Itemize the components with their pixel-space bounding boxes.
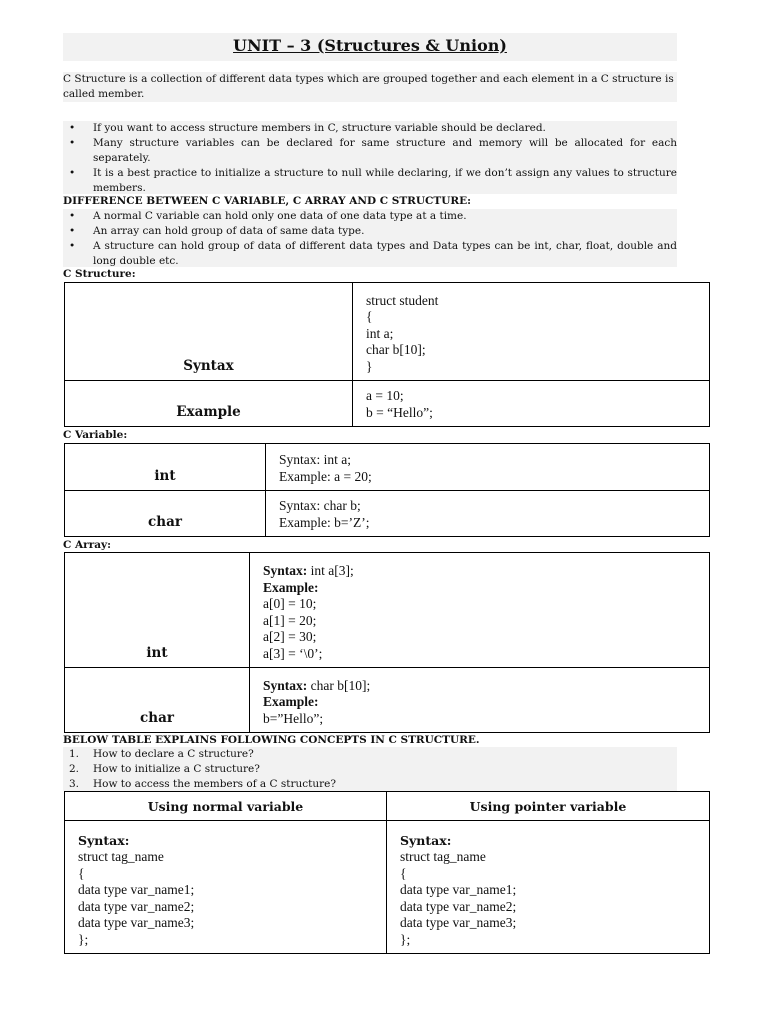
- table-row: [65, 553, 710, 668]
- difference-heading: DIFFERENCE BETWEEN C VARIABLE, C ARRAY AND C STRUCTURE:: [63, 195, 471, 207]
- structure-table: [64, 282, 710, 427]
- array-table-heading: C Array:: [63, 539, 112, 551]
- difference-list: [63, 209, 677, 267]
- concepts-heading: BELOW TABLE EXPLAINS FOLLOWING CONCEPTS IN C STRUCTURE.: [63, 734, 480, 746]
- structure-table-heading: C Structure:: [63, 268, 136, 280]
- char-label: char: [65, 668, 250, 733]
- syntax-label: Syntax: [65, 283, 353, 381]
- table-row: [65, 491, 710, 537]
- example-code: a = 10; b = “Hello”;: [353, 381, 710, 427]
- int-label: int: [65, 553, 250, 668]
- table-row: [65, 792, 710, 821]
- variable-table-heading: C Variable:: [63, 429, 128, 441]
- list-item: • A structure can hold group of data of different data types and Data types can be int, char, float, double and long double etc.: [69, 240, 677, 267]
- variable-table: [64, 443, 710, 537]
- char-code: Syntax: char b; Example: b=’Z’;: [266, 491, 710, 537]
- list-item: 3. How to access the members of a C structure?: [69, 778, 337, 790]
- table-row: [65, 668, 710, 733]
- array-table: [64, 552, 710, 733]
- list-item: • It is a best practice to initialize a structure to null while declaring, if we don’t assign any values to structure members.: [69, 167, 677, 194]
- list-item: • A normal C variable can hold only one data of one data type at a time.: [69, 210, 467, 222]
- list-item: • An array can hold group of data of same data type.: [69, 225, 365, 237]
- intro-paragraph: C Structure is a collection of different data types which are grouped together and each element in a C structure is called member.: [63, 72, 677, 102]
- list-item: • Many structure variables can be declared for same structure and memory will be allocated for each separately.: [69, 137, 677, 164]
- concepts-list: [63, 747, 677, 791]
- notes-list: [63, 121, 677, 194]
- int-code: Syntax: int a; Example: a = 20;: [266, 444, 710, 491]
- int-label: int: [65, 444, 266, 491]
- table-row: [65, 381, 710, 427]
- table-row: [65, 444, 710, 491]
- int-code: Syntax: int a[3]; Example: a[0] = 10; a[1] = 20; a[2] = 30; a[3] = ‘\0’;: [250, 553, 710, 668]
- list-item: 1. How to declare a C structure?: [69, 748, 254, 760]
- table-row: [65, 283, 710, 381]
- col-header-pointer: Using pointer variable: [387, 792, 710, 821]
- table-row: [65, 821, 710, 954]
- compare-table: [64, 791, 710, 954]
- example-label: Example: [65, 381, 353, 427]
- col-header-normal: Using normal variable: [65, 792, 387, 821]
- list-item: 2. How to initialize a C structure?: [69, 763, 260, 775]
- char-label: char: [65, 491, 266, 537]
- pointer-syntax: Syntax: struct tag_name { data type var_name1; data type var_name2; data type var_name3; };: [387, 821, 710, 954]
- normal-syntax: Syntax: struct tag_name { data type var_name1; data type var_name2; data type var_name3; };: [65, 821, 387, 954]
- list-item: • If you want to access structure members in C, structure variable should be declared.: [69, 122, 546, 134]
- char-code: Syntax: char b[10]; Example: b=”Hello”;: [250, 668, 710, 733]
- syntax-code: struct student { int a; char b[10]; }: [353, 283, 710, 381]
- page-title: UNIT – 3 (Structures & Union): [63, 33, 677, 61]
